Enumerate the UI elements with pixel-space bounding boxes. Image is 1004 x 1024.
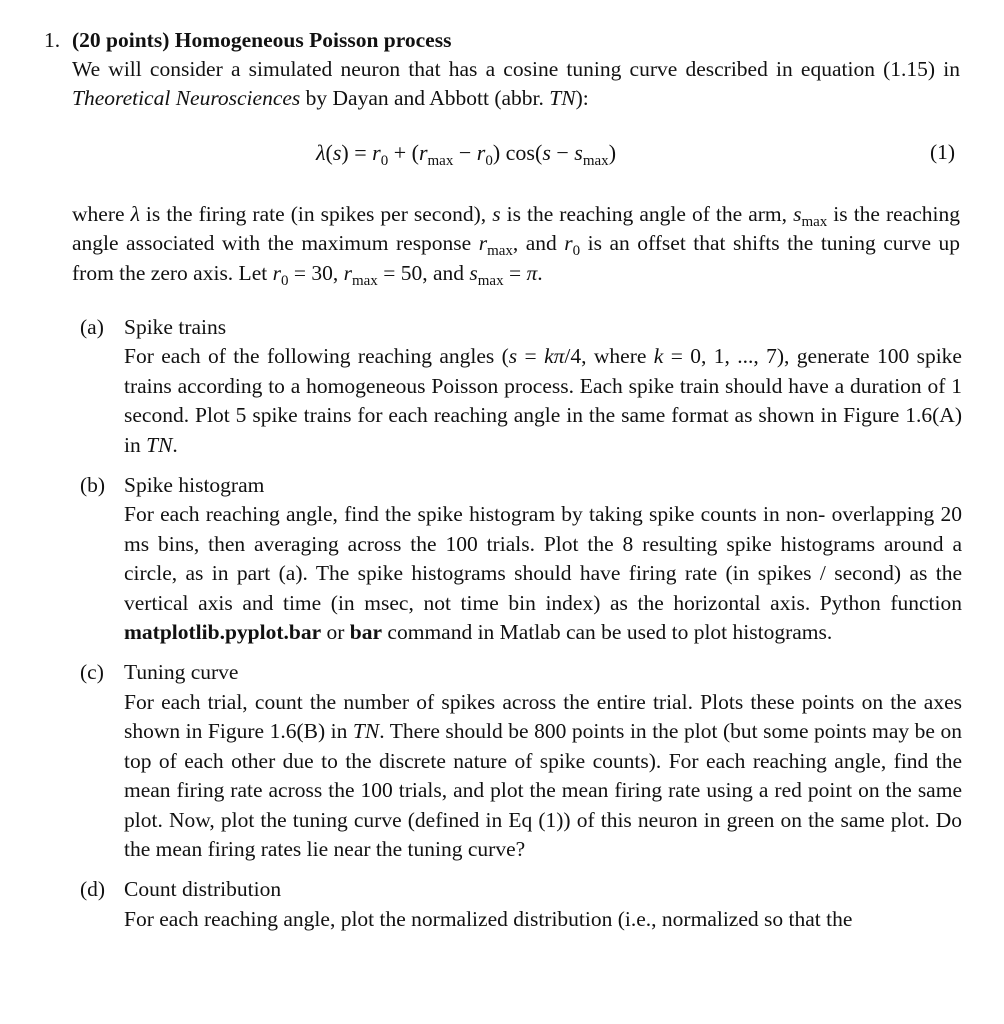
book-title: Theoretical Neurosciences bbox=[72, 86, 301, 111]
r0-value: 30 bbox=[311, 260, 333, 285]
part-b-text-end: command in Matlab can be used to plot histograms. bbox=[382, 620, 833, 645]
part-b-or: or bbox=[321, 620, 350, 645]
part-d bbox=[80, 875, 962, 934]
part-c bbox=[80, 658, 962, 864]
part-title: Tuning curve bbox=[124, 660, 239, 685]
problem-number: 1. bbox=[44, 28, 61, 52]
definitions-paragraph: where λ is the firing rate (in spikes per second), s is the reaching angle of the arm, $s_{max}$ is the reaching angle associated with the maximum response $r_{max}$, and $r_0$ is an offset that shifts the tuning curve up from the zero axis. Let $r_0 = 30$, $r_{max} = 50$, and $s_{max} = \pi$. bbox=[72, 202, 961, 289]
equation-number: (1) bbox=[930, 140, 956, 164]
part-title: Spike histogram bbox=[124, 473, 265, 498]
part-b bbox=[80, 471, 962, 647]
part-b-text: For each reaching angle, find the spike histogram by taking spike counts in non- overlapping 20 ms bins, then averaging across the 100 trials. Plot the 8 resulting spike histograms around a circle, as in part (a). The spike histograms should have firing rate (in spikes / second) as the vertical axis and time (in msec, not time bin index) as the horizontal axis. Python function bbox=[124, 502, 962, 615]
equation-body: $\lambda(s) = r_0 + (r_{max} - r_0) \cos(s - s_{max})$ bbox=[316, 140, 617, 169]
intro-paragraph bbox=[72, 55, 960, 114]
sub-questions bbox=[80, 313, 962, 945]
rmax-value: 50 bbox=[400, 260, 423, 285]
part-title: Spike trains bbox=[124, 315, 227, 339]
part-a bbox=[80, 313, 962, 460]
intro-text-2: by Dayan and Abbott (abbr. bbox=[300, 86, 550, 111]
tuning-curve-equation bbox=[0, 138, 1004, 170]
part-label: (b) bbox=[80, 473, 106, 498]
matplotlib-function: matplotlib.pyplot.bar bbox=[124, 620, 322, 645]
problem-heading bbox=[44, 26, 964, 55]
part-label: (c) bbox=[80, 660, 104, 685]
part-label: (d) bbox=[80, 877, 106, 902]
part-label: (a) bbox=[80, 315, 104, 339]
part-text: For each trial, count the number of spikes across the entire trial. Plots these points on the axes shown in Figure 1.6(B) in TN. There should be 800 points in the plot (but some points may be on top of each other due to the discrete nature of spike counts). For each reaching angle, find the mean firing rate across the 100 trials, and plot the mean firing rate using a red point on the same plot. Now, plot the tuning curve (defined in Eq (1)) of this neuron in green on the same plot. Do the mean firing rates lie near the tuning curve? bbox=[124, 689, 962, 861]
part-text: For each of the following reaching angles (s = kπ/4, where k = 0, 1, ..., 7), generate 100 spike trains according to a homogeneous Poisson process. Each spike train should have a duration of 1 second. Plot 5 spike trains for each reaching angle in the same format as shown in Figure 1.6(A) in TN. bbox=[124, 344, 962, 457]
book-abbreviation: TN bbox=[549, 86, 576, 111]
part-title: Count distribution bbox=[124, 877, 282, 902]
part-text bbox=[124, 500, 962, 647]
problem-title: (20 points) Homogeneous Poisson process bbox=[72, 28, 452, 52]
part-text: For each reaching angle, plot the normalized distribution (i.e., normalized so that the bbox=[124, 906, 853, 931]
intro-text-end: ): bbox=[575, 86, 589, 111]
intro-text: We will consider a simulated neuron that has a cosine tuning curve described in equation (1.15) in bbox=[72, 57, 960, 81]
matlab-command: bar bbox=[349, 620, 383, 645]
